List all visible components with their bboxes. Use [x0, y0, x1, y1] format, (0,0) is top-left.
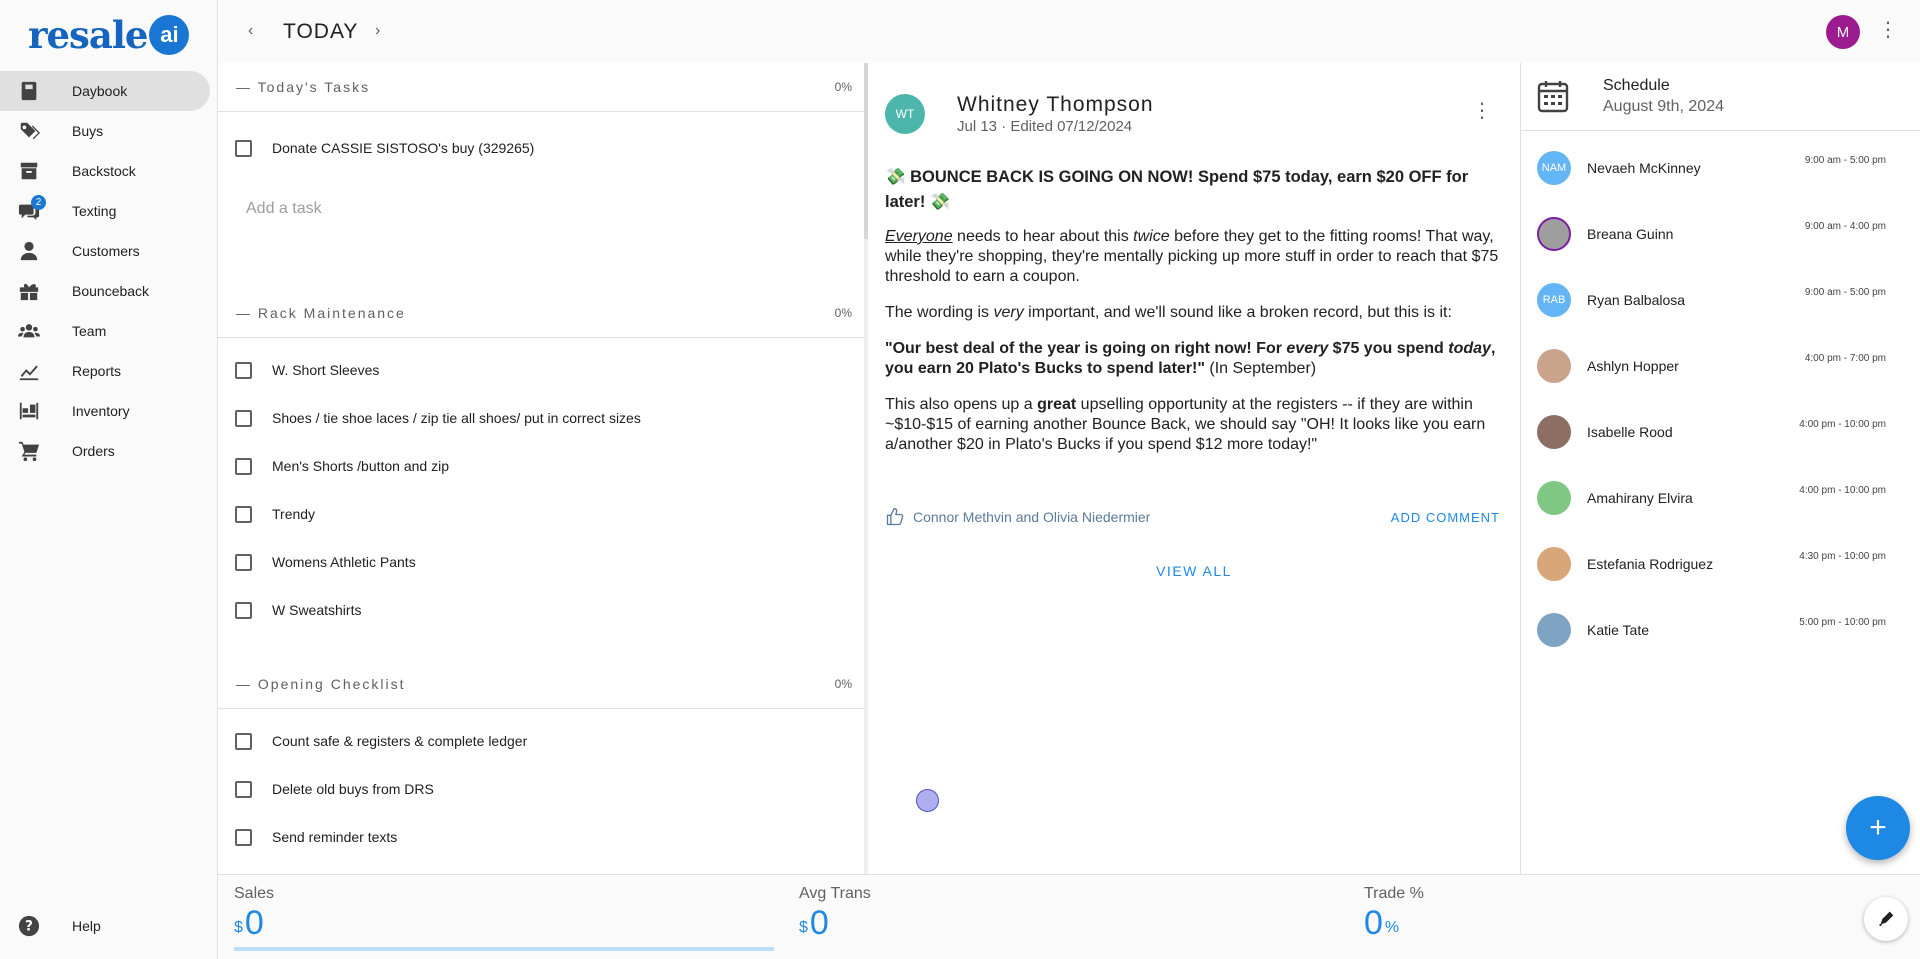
employee-name: Ryan Balbalosa: [1587, 292, 1686, 308]
task-row: [218, 717, 864, 765]
employee-avatar: RAB: [1537, 283, 1571, 317]
shift-list: [1521, 139, 1920, 667]
shift-row[interactable]: [1521, 337, 1920, 403]
section-percent: 0%: [834, 677, 852, 691]
employee-avatar: NAM: [1537, 151, 1571, 185]
percent-symbol: %: [1384, 919, 1400, 936]
employee-name: Breana Guinn: [1587, 226, 1674, 242]
schedule-header: [1521, 63, 1920, 131]
resale-ai-logo[interactable]: [28, 10, 189, 60]
post-menu-icon[interactable]: ⋮: [1472, 100, 1492, 122]
employee-name: Ashlyn Hopper: [1587, 358, 1679, 374]
employee-name: Nevaeh McKinney: [1587, 160, 1701, 176]
main-nav: [0, 71, 218, 471]
employee-name: Amahirany Elvira: [1587, 490, 1693, 506]
author-avatar[interactable]: WT: [885, 94, 925, 134]
text: "Our best deal of the year is going on right now! For: [885, 340, 1287, 357]
shift-time: 4:00 pm - 7:00 pm: [1804, 353, 1886, 364]
logo-mark: ai: [149, 15, 189, 55]
sidebar-item-inventory[interactable]: [0, 391, 210, 431]
task-label: Send reminder texts: [272, 829, 398, 845]
post-body: [885, 165, 1500, 471]
sidebar-item-label: Team: [72, 323, 107, 339]
task-row: [218, 442, 864, 490]
pointer-indicator: [916, 789, 939, 812]
gift-icon: [18, 280, 40, 302]
sales-stat: [234, 885, 274, 941]
help-label: Help: [72, 918, 101, 934]
stat-number: 0: [1364, 904, 1383, 942]
sidebar-item-team[interactable]: [0, 311, 210, 351]
shift-row[interactable]: [1521, 601, 1920, 667]
sidebar-item-label: Bounceback: [72, 283, 150, 299]
more-menu-icon[interactable]: ⋮: [1878, 19, 1898, 41]
employee-avatar: [1537, 217, 1571, 251]
bold-text: great: [1037, 396, 1077, 413]
post-edited: Edited 07/12/2024: [1010, 118, 1133, 135]
task-label: Delete old buys from DRS: [272, 781, 434, 797]
task-label: W Sweatshirts: [272, 602, 362, 618]
stat-label: Avg Trans: [799, 885, 871, 902]
trade-stat: [1364, 885, 1424, 941]
sidebar-item-label: Orders: [72, 443, 115, 459]
post-meta: Jul 13 · Edited 07/12/2024: [957, 118, 1133, 135]
sidebar-item-customers[interactable]: [0, 231, 210, 271]
employee-avatar: [1537, 349, 1571, 383]
employee-avatar: [1537, 415, 1571, 449]
sidebar-item-label: Texting: [72, 203, 117, 219]
text: needs to hear about this: [952, 228, 1134, 245]
task-checkbox[interactable]: [235, 602, 252, 619]
task-checkbox[interactable]: [235, 458, 252, 475]
task-checkbox[interactable]: [235, 362, 252, 379]
section-title-text: Today's Tasks: [257, 79, 371, 95]
stat-value: [234, 905, 274, 941]
help-icon: [18, 915, 40, 937]
view-all-button[interactable]: VIEW ALL: [1156, 563, 1232, 579]
sales-progress-bar: [234, 947, 774, 951]
sidebar-item-label: Buys: [72, 123, 104, 139]
pen-icon: [1875, 908, 1897, 930]
stat-value: [1364, 905, 1424, 941]
employee-name: Katie Tate: [1587, 622, 1650, 638]
task-row: [218, 765, 864, 813]
sidebar-item-reports[interactable]: [0, 351, 210, 391]
text: important, and we'll sound like a broken record, but this is it:: [1023, 304, 1452, 321]
thumbs-up-icon: [885, 507, 905, 527]
section-title: — Today's Tasks: [236, 79, 371, 95]
sidebar-item-buys[interactable]: [0, 111, 210, 151]
emphasis: very: [993, 304, 1024, 321]
sidebar-item-daybook[interactable]: [0, 71, 210, 111]
task-label: Donate CASSIE SISTOSO's buy (329265): [272, 140, 535, 156]
task-label: Trendy: [272, 506, 316, 522]
task-label: W. Short Sleeves: [272, 362, 380, 378]
text: upselling opportunity at the registers -- if they are within ~$10-$15 of earning another Bounce Back, we should say "OH! It looks like you earn a/another $20 in Plato's Bucks if you spend $12 more today!": [885, 396, 1486, 453]
employee-name: Isabelle Rood: [1587, 424, 1673, 440]
texting-badge: 2: [31, 195, 46, 210]
book-icon: [18, 80, 40, 102]
task-row: [218, 490, 864, 538]
post-actions: [885, 505, 1500, 529]
emphasis: Everyone: [885, 228, 953, 245]
section-header[interactable]: [218, 63, 864, 112]
section-percent: 0%: [834, 80, 852, 94]
stat-label: Sales: [234, 885, 275, 902]
shift-row[interactable]: [1521, 271, 1920, 337]
shift-row[interactable]: [1521, 403, 1920, 469]
section-title: — Rack Maintenance: [236, 305, 406, 321]
stats-footer: [218, 874, 1920, 959]
employee-name: Estefania Rodriguez: [1587, 556, 1714, 572]
text: $75 you spend: [1328, 340, 1449, 357]
task-section-opening-checklist: [218, 660, 864, 861]
cart-icon: [18, 440, 40, 462]
task-row: [218, 346, 864, 394]
sidebar-item-label: Reports: [72, 363, 122, 379]
post-paragraph: [885, 395, 1500, 455]
text: The wording is: [885, 304, 994, 321]
likes[interactable]: [885, 507, 1150, 527]
shift-time: 9:00 am - 5:00 pm: [1804, 155, 1886, 166]
shift-time: 5:00 pm - 10:00 pm: [1799, 617, 1886, 628]
sidebar-item-bounceback[interactable]: [0, 271, 210, 311]
sidebar-item-label: Backstock: [72, 163, 136, 179]
support-chat-button[interactable]: [1864, 897, 1908, 941]
schedule-date: August 9th, 2024: [1603, 98, 1724, 115]
shift-time: 4:00 pm - 10:00 pm: [1799, 485, 1886, 496]
emphasis: twice: [1133, 228, 1170, 245]
shift-row[interactable]: [1521, 535, 1920, 601]
sidebar-item-orders[interactable]: [0, 431, 210, 471]
task-label: Womens Athletic Pants: [272, 554, 416, 570]
post-paragraph: [885, 303, 1500, 323]
task-checkbox[interactable]: [235, 733, 252, 750]
post-author: Whitney Thompson: [957, 93, 1154, 116]
task-section-todays-tasks: [218, 63, 864, 262]
task-section-rack-maintenance: [218, 289, 864, 634]
team-icon: [18, 320, 40, 342]
top-bar: [218, 0, 1920, 63]
schedule-title: Schedule: [1603, 77, 1670, 94]
sidebar-item-backstock[interactable]: [0, 151, 210, 191]
add-task-input[interactable]: Add a task: [246, 200, 322, 217]
section-title-text: Opening Checklist: [257, 676, 406, 692]
employee-avatar: [1537, 481, 1571, 515]
avg-trans-stat: [799, 885, 871, 941]
task-checkbox[interactable]: [235, 829, 252, 846]
logo-text: resale: [28, 13, 148, 57]
section-percent: 0%: [834, 306, 852, 320]
text: This also opens up a: [885, 396, 1038, 413]
task-checkbox[interactable]: [235, 554, 252, 571]
task-label: Shoes / tie shoe laces / zip tie all shoes/ put in correct sizes: [272, 410, 641, 426]
date-label: TODAY: [283, 20, 359, 43]
currency-symbol: $: [799, 919, 808, 936]
sidebar-item-texting[interactable]: [0, 191, 210, 231]
shift-row[interactable]: [1521, 469, 1920, 535]
task-row: [218, 538, 864, 586]
text: , you earn 20 Plato's Bucks to spend later!": [885, 340, 1496, 377]
task-label: Count safe & registers & complete ledger: [272, 733, 528, 749]
schedule-panel: [1520, 63, 1920, 874]
task-checkbox[interactable]: [235, 140, 252, 157]
task-row: [218, 394, 864, 442]
likes-names: Connor Methvin and Olivia Niedermier: [913, 509, 1151, 525]
stat-number: 0: [244, 904, 264, 942]
post-headline: 💸 BOUNCE BACK IS GOING ON NOW! Spend $75 today, earn $20 OFF for later! 💸: [885, 168, 1469, 211]
text: before they get to the fitting rooms! That way, while they're shopping, they're mentally picking up more stuff in order to reach that $75 threshold to earn a coupon.: [885, 228, 1499, 285]
section-header[interactable]: [218, 289, 864, 338]
task-checkbox[interactable]: [235, 781, 252, 798]
chart-icon: [18, 360, 40, 382]
emphasis: today: [1448, 340, 1491, 357]
sidebar-item-label: Customers: [72, 243, 140, 259]
shift-time: 9:00 am - 4:00 pm: [1804, 221, 1886, 232]
section-title-text: Rack Maintenance: [257, 305, 406, 321]
task-checkbox[interactable]: [235, 506, 252, 523]
emphasis: every: [1286, 340, 1329, 357]
daybook-post: [868, 63, 1520, 874]
person-icon: [18, 240, 40, 262]
svg-text:?: ?: [25, 918, 33, 935]
text: (In September): [1204, 360, 1317, 377]
task-label: Men's Shorts /button and zip: [272, 458, 449, 474]
sidebar-item-label: Inventory: [72, 403, 130, 419]
tasks-panel: [218, 63, 864, 874]
tags-icon: [18, 120, 40, 142]
next-day-button[interactable]: ›: [375, 22, 381, 39]
previous-day-button[interactable]: ‹: [248, 22, 254, 39]
task-checkbox[interactable]: [235, 410, 252, 427]
add-comment-button[interactable]: ADD COMMENT: [1390, 509, 1500, 525]
task-row: [218, 124, 864, 172]
shift-time: 9:00 am - 5:00 pm: [1804, 287, 1886, 298]
task-row: [218, 813, 864, 861]
stat-label: Trade %: [1364, 885, 1424, 902]
shift-row[interactable]: [1521, 139, 1920, 205]
shift-time: 4:30 pm - 10:00 pm: [1799, 551, 1886, 562]
user-avatar[interactable]: M: [1826, 15, 1860, 49]
task-row: [218, 586, 864, 634]
stat-value: [799, 905, 871, 941]
sidebar: [0, 0, 218, 959]
post-paragraph: [885, 339, 1500, 379]
add-fab-button[interactable]: +: [1846, 796, 1910, 860]
archive-icon: [18, 160, 40, 182]
calendar-icon: [1537, 79, 1569, 113]
shift-time: 4:00 pm - 10:00 pm: [1799, 419, 1886, 430]
sidebar-item-label: Daybook: [72, 83, 128, 99]
stat-number: 0: [809, 904, 829, 942]
inventory-icon: [18, 400, 40, 422]
post-paragraph: [885, 227, 1500, 287]
sidebar-item-help[interactable]: [18, 915, 101, 937]
section-header[interactable]: [218, 660, 864, 709]
shift-row[interactable]: [1521, 205, 1920, 271]
employee-avatar: [1537, 613, 1571, 647]
currency-symbol: $: [234, 919, 243, 936]
section-title: — Opening Checklist: [236, 676, 406, 692]
employee-avatar: [1537, 547, 1571, 581]
post-date: Jul 13: [957, 118, 998, 135]
